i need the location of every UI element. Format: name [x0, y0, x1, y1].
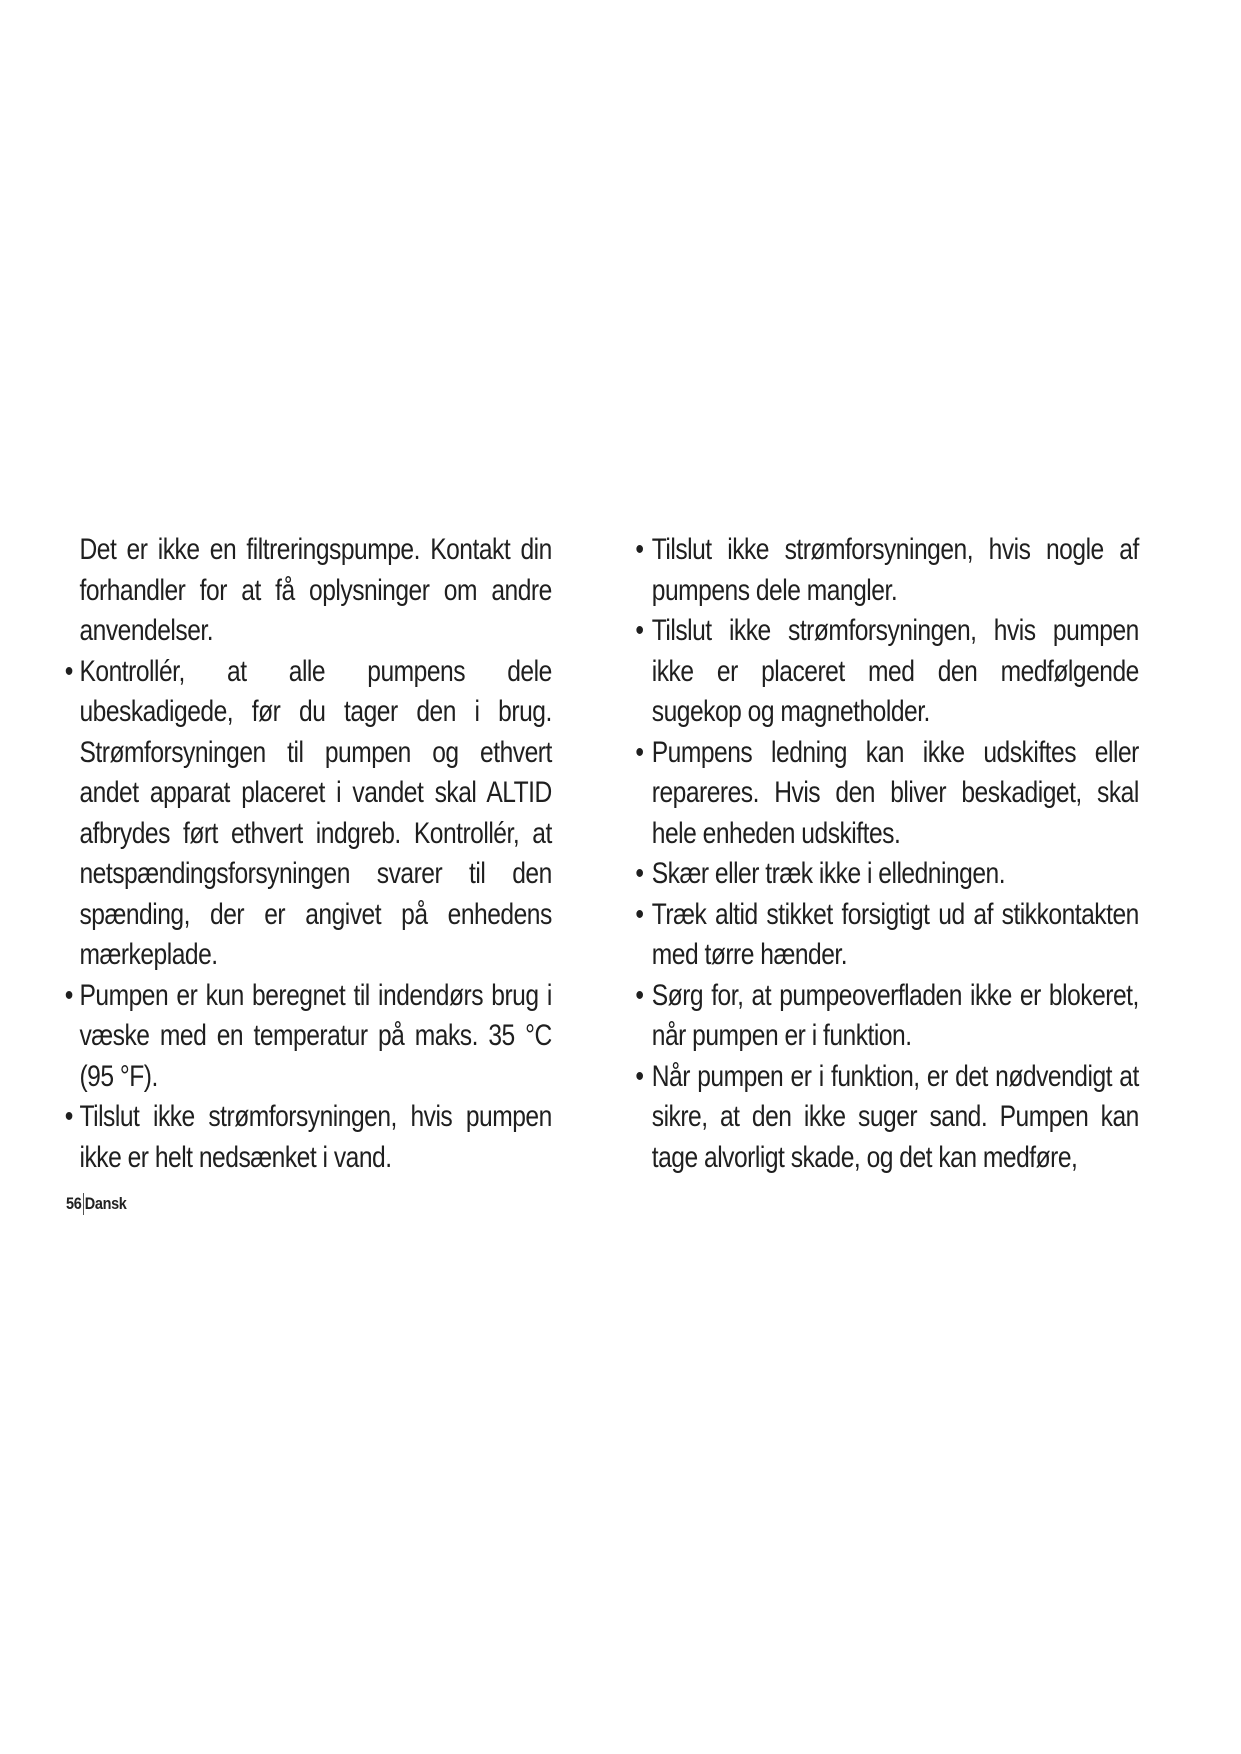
bullet-icon: •	[64, 654, 73, 688]
bullet-icon: •	[635, 857, 644, 890]
list-item-text: Skær eller træk ikke i elledningen.	[651, 857, 1006, 890]
bullet-icon: •	[635, 1059, 644, 1093]
list-item-text: Pumpen er kun beregnet til indendørs brug i væske med en temperatur på maks. 35 °C (95 °F).	[79, 978, 552, 1093]
bullet-icon: •	[64, 978, 73, 1012]
list-item-text: Tilslut ikke strømforsyningen, hvis pumpen ikke er helt nedsænket i vand.	[79, 1100, 552, 1174]
list-item-text: Tilslut ikke strømforsyningen, hvis nogle af pumpens dele mangler.	[651, 533, 1139, 607]
list-item-text: Træk altid stikket forsigtigt ud af stikkontakten med tørre hænder.	[651, 897, 1139, 971]
list-item	[637, 854, 1139, 895]
list-item	[637, 530, 1139, 611]
list-item	[64, 652, 552, 976]
list-item-text: Kontrollér, at alle pumpens dele ubeskadigede, før du tager den i brug. Strømforsyningen til pumpen og ethvert andet apparat placeret i vandet skal ALTID afbrydes ført ethvert indgreb. Kontrollér, at netspændingsforsyningen svarer til den spænding, der er angivet på enhedens mærkeplade.	[79, 654, 552, 971]
list-item	[637, 1057, 1139, 1179]
bullet-icon: •	[64, 1100, 73, 1133]
list-item-text: Sørg for, at pumpeoverfladen ikke er blokeret, når pumpen er i funktion.	[651, 978, 1139, 1052]
page-footer	[66, 1193, 126, 1215]
right-column	[637, 530, 1139, 1178]
bullet-icon: •	[635, 978, 644, 1012]
bullet-icon: •	[635, 735, 644, 769]
list-item-text: Tilslut ikke strømforsyningen, hvis pumpen ikke er placeret med den medfølgende sugekop og magnetholder.	[651, 614, 1139, 728]
bullet-icon: •	[635, 897, 644, 931]
list-item	[637, 733, 1139, 855]
list-item-text: Pumpens ledning kan ikke udskiftes eller repareres. Hvis den bliver beskadiget, skal hele enheden udskiftes.	[651, 735, 1139, 850]
left-column	[64, 530, 552, 1178]
page-number: 56	[66, 1194, 82, 1213]
bullet-icon: •	[635, 614, 644, 647]
list-item	[637, 976, 1139, 1057]
footer-language: Dansk	[84, 1194, 127, 1213]
intro-paragraph: Det er ikke en filtreringspumpe. Kontakt din forhandler for at få oplysninger om andre anvendelser.	[79, 533, 552, 647]
list-item	[637, 611, 1139, 733]
list-item	[64, 976, 552, 1098]
list-item	[637, 895, 1139, 976]
bullet-icon: •	[635, 533, 644, 566]
list-item	[64, 1097, 552, 1178]
list-item-text: Når pumpen er i funktion, er det nødvendigt at sikre, at den ikke suger sand. Pumpen kan tage alvorligt skade, og det kan medføre,	[651, 1059, 1139, 1174]
